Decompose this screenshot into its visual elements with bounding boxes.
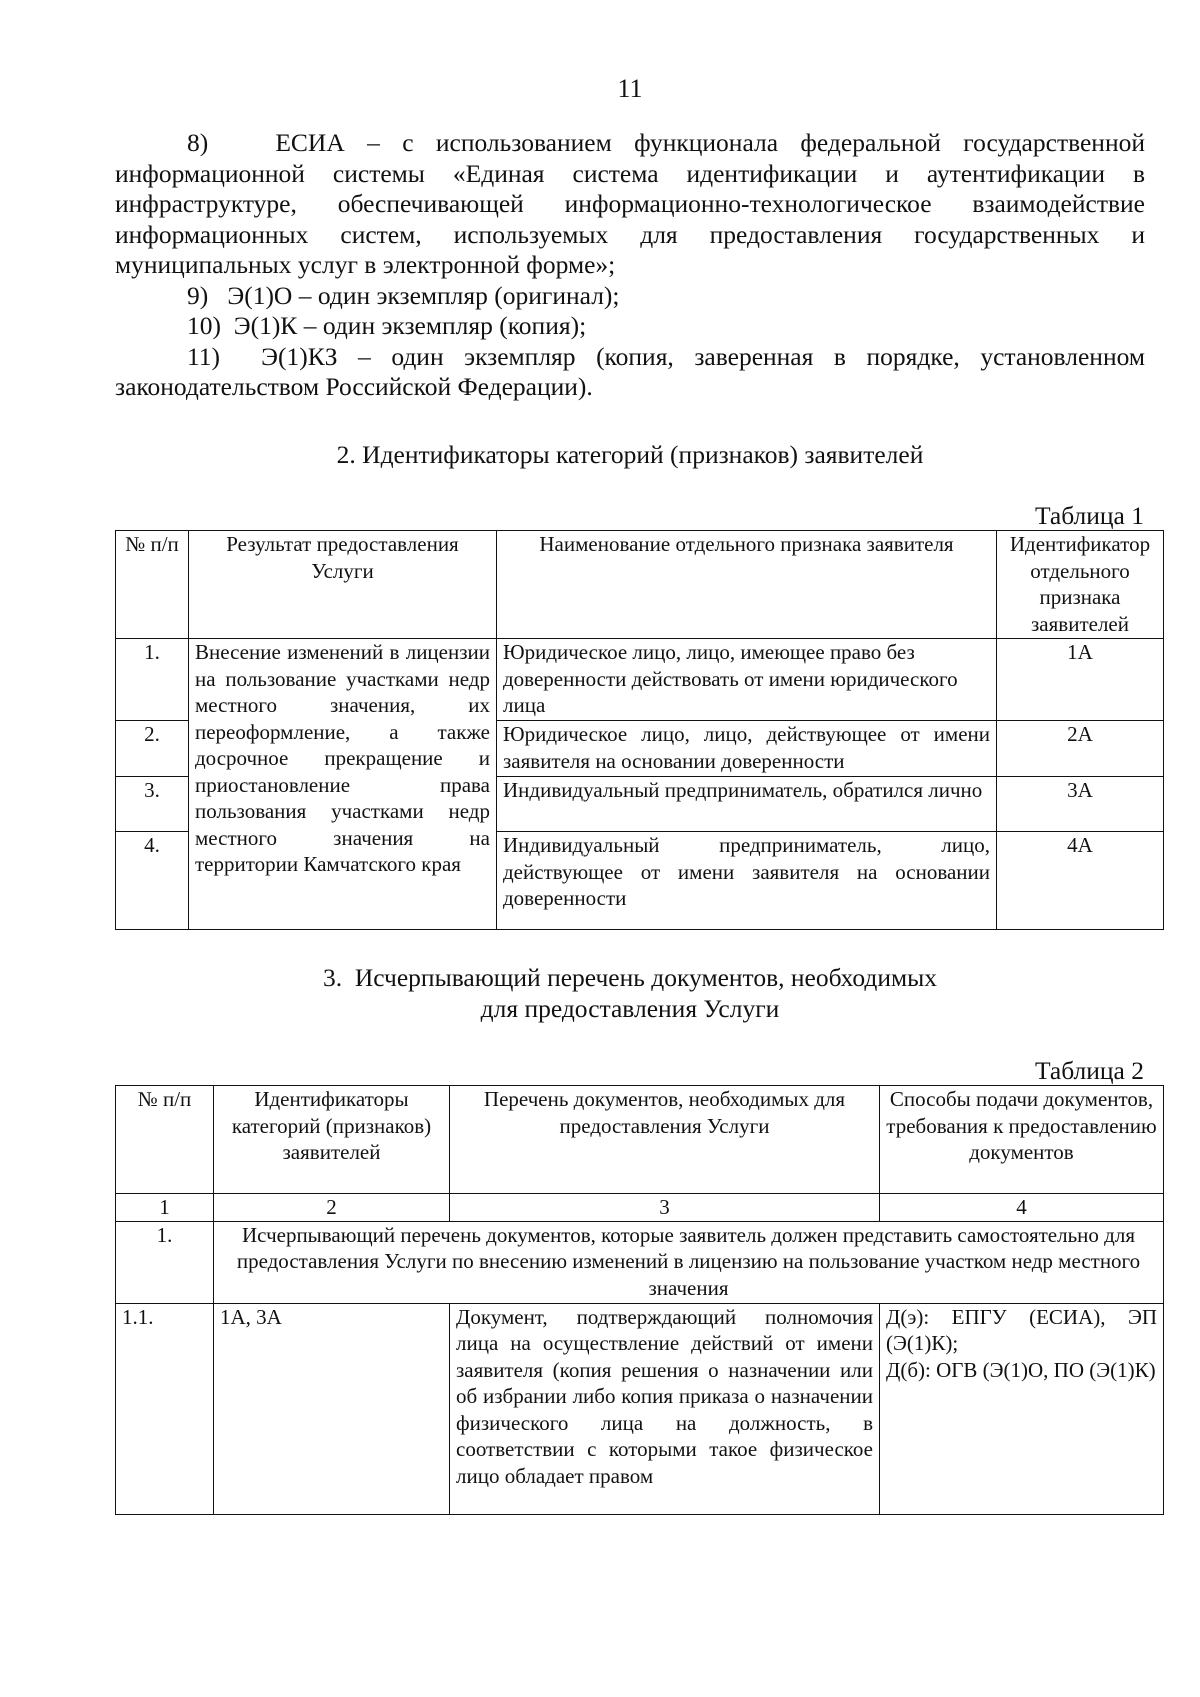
applicant-categories-table xyxy=(115,530,1164,930)
submission-methods xyxy=(880,1303,1164,1514)
table-2-caption: Таблица 2 xyxy=(1034,1056,1144,1085)
row-num: 1. xyxy=(116,639,189,721)
attribute-name: Индивидуальный предприниматель, обратился лично xyxy=(497,777,997,832)
header-result: Результат предоставления Услуги xyxy=(189,531,497,639)
attribute-name: Юридическое лицо, лицо, действующее от имени заявителя на основании доверенности xyxy=(497,721,997,777)
header-category-ids: Идентификаторы категорий (признаков) заявителей xyxy=(214,1086,450,1194)
col-number: 2 xyxy=(214,1194,450,1222)
document-description: Документ, подтверждающий полномочия лица на осуществление действий от имени заявителя (копия решения о назначении или об избрании либо копия приказа о назначении физического лица на должность, в соответствии с которыми такое физическое лицо обладает правом xyxy=(450,1303,880,1514)
group-num: 1. xyxy=(116,1221,214,1303)
header-documents: Перечень документов, необходимых для предоставления Услуги xyxy=(450,1086,880,1194)
table-header-row xyxy=(116,1086,1164,1194)
page-number: 11 xyxy=(617,74,643,103)
attribute-name: Индивидуальный предприниматель, лицо, действующее от имени заявителя на основании доверенности xyxy=(497,832,997,930)
category-ids: 1А, 3А xyxy=(214,1303,450,1514)
header-attribute-id: Идентификатор отдельного признака заявителей xyxy=(997,531,1164,639)
definition-11: 11) Э(1)КЗ – один экземпляр (копия, заверенная в порядке, установленном законодательством Российской Федерации). xyxy=(115,341,1145,401)
row-num: 3. xyxy=(116,777,189,832)
definition-8: 8) ЕСИА – с использованием функционала федеральной государственной информационной системы «Единая система идентификации и аутентификации в инфраструктуре, обеспечивающей информационно-технологическое взаимодействие информационных систем, используемых для предоставления государственных и муниципальных услуг в электронной форме»; xyxy=(115,128,1145,279)
column-numbers-row xyxy=(116,1194,1164,1222)
service-result: Внесение изменений в лицензии на пользование участками недр местного значения, их переоформление, а также досрочное прекращение и приостановление права пользования участками недр местного значения на территории Камчатского края xyxy=(189,639,497,930)
row-num: 4. xyxy=(116,832,189,930)
table-1-caption: Таблица 1 xyxy=(1034,501,1144,530)
attribute-name: Юридическое лицо, лицо, имеющее право без доверенности действовать от имени юридического лица xyxy=(497,639,997,721)
attribute-id: 3А xyxy=(997,777,1164,832)
row-num: 2. xyxy=(116,721,189,777)
header-attribute-name: Наименование отдельного признака заявителя xyxy=(497,531,997,639)
definitions-list xyxy=(115,128,1145,403)
submission-method-paper: Д(б): ОГВ (Э(1)О, ПО (Э(1)К) xyxy=(886,1357,1156,1382)
group-title: Исчерпывающий перечень документов, которые заявитель должен представить самостоятельно для предоставления Услуги по внесению изменений в лицензию на пользование участком недр местного значения xyxy=(214,1221,1164,1303)
attribute-id: 1А xyxy=(997,639,1164,721)
table-row xyxy=(116,639,1164,721)
section-3-heading-line2: для предоставления Услуги xyxy=(480,993,780,1023)
definition-10: 10) Э(1)К – один экземпляр (копия); xyxy=(187,311,587,340)
col-number: 1 xyxy=(116,1194,214,1222)
definition-9: 9) Э(1)О – один экземпляр (оригинал); xyxy=(187,280,620,310)
header-num: № п/п xyxy=(116,531,189,639)
submission-method-electronic: Д(э): ЕПГУ (ЕСИА), ЭП (Э(1)К); xyxy=(886,1304,1157,1355)
table-row xyxy=(116,1303,1164,1514)
documents-table xyxy=(115,1085,1164,1515)
table-header-row xyxy=(116,531,1164,639)
attribute-id: 2А xyxy=(997,721,1164,777)
section-3-heading xyxy=(115,963,1145,1024)
row-num: 1.1. xyxy=(116,1303,214,1514)
header-num: № п/п xyxy=(116,1086,214,1194)
col-number: 3 xyxy=(450,1194,880,1222)
attribute-id: 4А xyxy=(997,832,1164,930)
section-3-heading-line1: 3. Исчерпывающий перечень документов, необходимых xyxy=(322,963,938,992)
group-row xyxy=(116,1221,1164,1303)
section-2-heading: 2. Идентификаторы категорий (признаков) заявителей xyxy=(336,440,924,469)
col-number: 4 xyxy=(880,1194,1164,1222)
header-submission-methods: Способы подачи документов, требования к предоставлению документов xyxy=(880,1086,1164,1194)
